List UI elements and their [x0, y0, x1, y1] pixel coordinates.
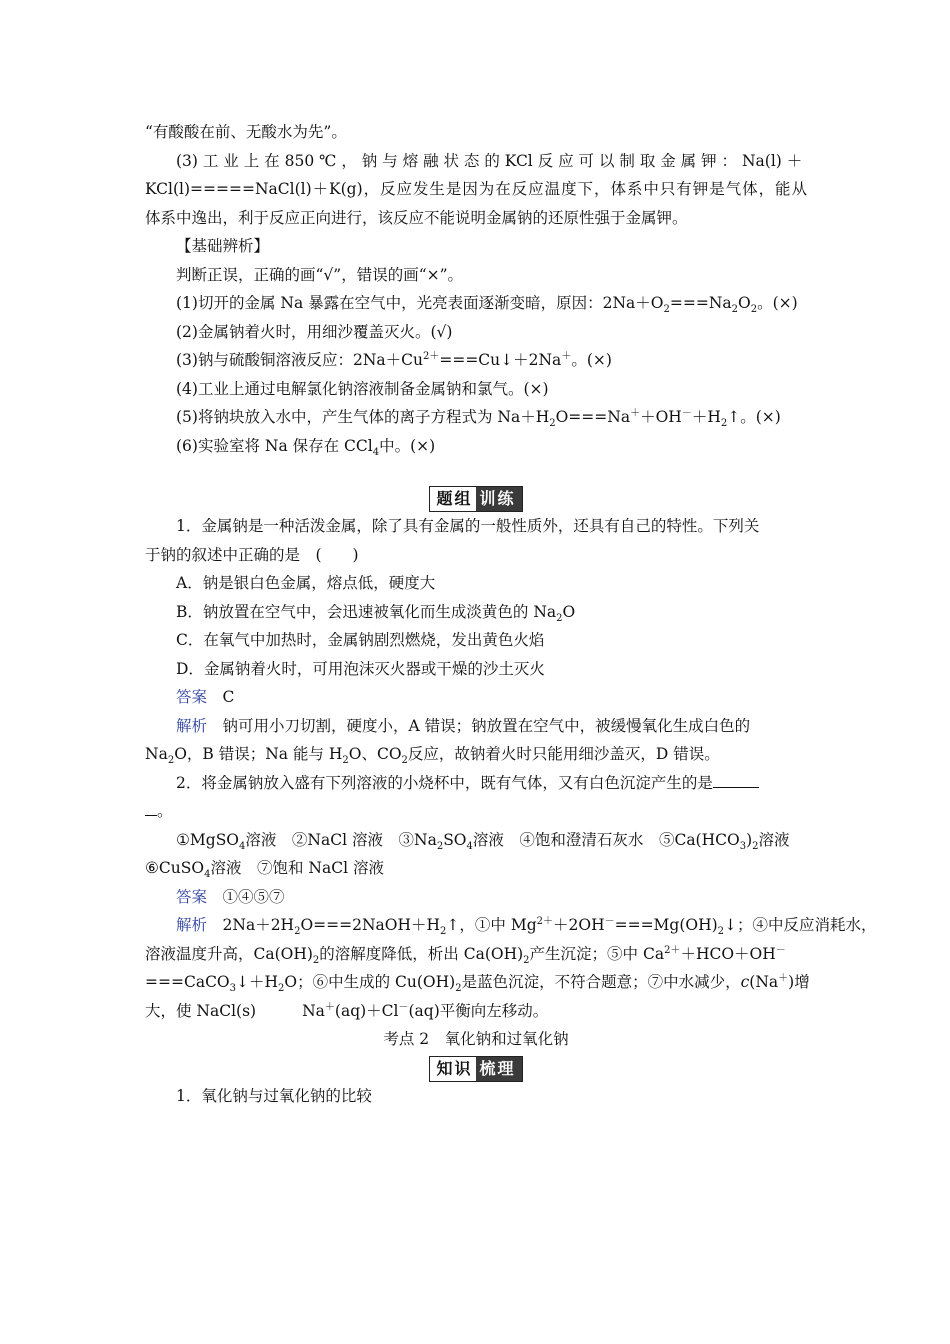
- question-1-line-2: 于钠的叙述中正确的是 ( ): [145, 545, 359, 564]
- document-page: [145, 118, 877, 1110]
- answer-value: C: [222, 688, 235, 706]
- basics-item-2: (2)金属钠着火时，用细沙覆盖灭火。(√): [176, 322, 453, 341]
- banner-label-part1: 题组: [430, 487, 475, 511]
- paragraph-3-line-1: (3) 工 业 上 在 850 ℃ ， 钠 与 熔 融 状 态 的 KCl 反 应 可 以 制 取 金 属 钾 ： Na(l) ＋: [176, 151, 803, 170]
- answer-blank: [713, 769, 759, 788]
- question-2-analysis-line-4: 大，使 NaCl(s) Na＋(aq)＋Cl－(aq)平衡向左移动。: [145, 1001, 549, 1020]
- question-1-analysis-line-1: 解析 钠可用小刀切割，硬度小，A 错误；钠放置在空气中，被缓慢氧化生成白色的: [176, 716, 751, 735]
- question-2-options-line-2: ⑥CuSO$_4$溶液 ⑦饱和 NaCl 溶液: [145, 859, 384, 881]
- section-banner-knowledge: [145, 1054, 807, 1082]
- paragraph-3-line-2: KCl(l)=====NaCl(l)＋K(g)，反应发生是因为在反应温度下，体系中只有钾是气体，能从: [145, 180, 807, 198]
- paragraph-3-line-3: 体系中逸出，利于反应正向进行，该反应不能说明金属钠的还原性强于金属钾。: [145, 208, 688, 227]
- question-1-option-d: D．金属钠着火时，可用泡沫灭火器或干燥的沙土灭火: [176, 659, 545, 678]
- basics-item-1: (1)切开的金属 Na 暴露在空气中，光亮表面逐渐变暗，原因：$2Na+O_2===Na_2O_2$。(×): [176, 294, 798, 316]
- banner-label-part2: 训练: [476, 487, 522, 511]
- question-1-option-b: B．钠放置在空气中，会迅速被氧化而生成淡黄色的 $Na_2O$: [176, 602, 576, 624]
- quote-line: “有酸酸在前、无酸水为先”。: [145, 123, 347, 141]
- answer-blank-cont: [145, 797, 157, 816]
- answer-label: 答案: [176, 688, 208, 706]
- question-2-options-line-1: ①MgSO$_4$溶液 ②NaCl 溶液 $③Na_2SO_4$溶液 ④饱和澄清石灰水 $⑤Ca(HCO_3)_2$溶液: [176, 830, 790, 852]
- basics-item-4: (4)工业上通过电解氯化钠溶液制备金属钠和氯气。(×): [176, 379, 549, 398]
- question-1-option-a: A．钠是银白色金属，熔点低，硬度大: [176, 574, 436, 592]
- comparison-heading: 1．氧化钠与过氧化钠的比较: [176, 1086, 372, 1105]
- question-1-option-c: C．在氧气中加热时，金属钠剧烈燃烧，发出黄色火焰: [176, 631, 545, 649]
- question-2-analysis-line-2: 溶液温度升高，$Ca(OH)_2$的溶解度降低，析出 $Ca(OH)_2$产生沉淀；⑤中 $Ca^{2+}+HCO+OH^-$: [145, 944, 786, 966]
- basics-item-3: (3)钠与硫酸铜溶液反应：$2Na+Cu^{2+}===Cu↓+2Na^+$。(×): [176, 350, 612, 369]
- basics-item-6: (6)实验室将 Na 保存在 CCl$_4$中。(×): [176, 436, 436, 458]
- question-1-answer: [145, 683, 807, 712]
- question-2-analysis-line-3: $===CaCO_3↓+H_2O$；⑥中生成的 $Cu(OH)_2$是蓝色沉淀，不符合题意；⑦中水减少，c(Na＋)增: [145, 972, 810, 995]
- answer-label: 答案: [176, 887, 208, 906]
- analysis-label: 解析: [176, 716, 208, 735]
- question-2-analysis-line-1: 解析 $2Na+2H_2O===2NaOH+H_2↑$，①中 $Mg^{2+}+2OH^-===Mg(OH)_2↓$；④中反应消耗水，: [176, 915, 877, 938]
- basics-instruction: 判断正误，正确的画“√”，错误的画“×”。: [176, 265, 464, 284]
- banner-label-part2: 梳理: [476, 1057, 522, 1081]
- answer-value: ①④⑤⑦: [222, 887, 285, 906]
- banner-label-part1: 知识: [430, 1057, 475, 1081]
- analysis-label: 解析: [176, 916, 208, 934]
- basics-item-5: (5)将钠块放入水中，产生气体的离子方程式为 $Na+H_2O===Na^++OH^-+H_2↑$。(×): [176, 407, 781, 430]
- basics-heading: 【基础辨析】: [176, 237, 270, 255]
- question-2-line-1: 2．将金属钠放入盛有下列溶液的小烧杯中，既有气体，又有白色沉淀产生的是: [145, 769, 807, 798]
- section-2-title: 考点 2 氧化钠和过氧化钠: [383, 1030, 569, 1048]
- section-banner-practice: [145, 478, 807, 512]
- question-1-analysis-line-2: $Na_2O$，B 错误；Na 能与 $H_2O$、$CO_2$反应，故钠着火时只能用细沙盖灭，D 错误。: [145, 745, 720, 767]
- question-2-answer: [145, 883, 807, 912]
- question-2-line-2: 。: [145, 797, 807, 826]
- question-1-line-1: 1．金属钠是一种活泼金属，除了具有金属的一般性质外，还具有自己的特性。下列关: [176, 517, 760, 535]
